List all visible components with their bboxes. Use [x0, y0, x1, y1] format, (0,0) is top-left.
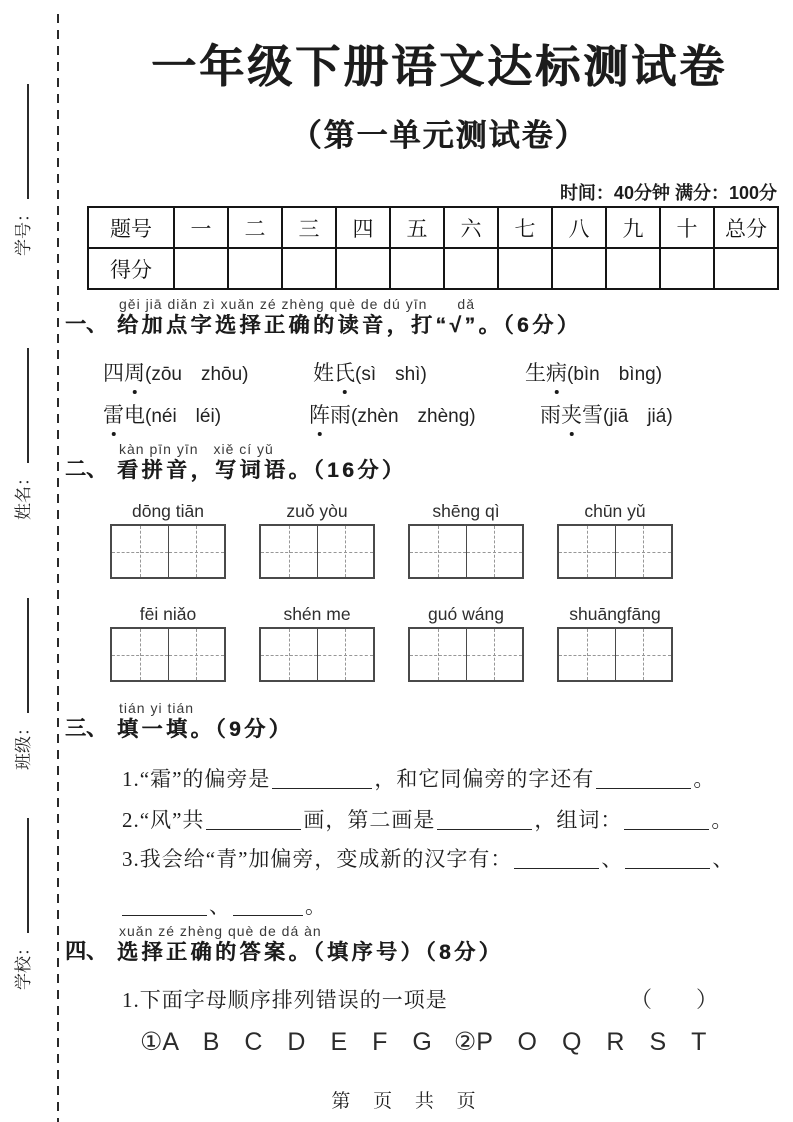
score-empty-cell	[714, 248, 778, 289]
fill-text: 。	[693, 767, 716, 791]
write-cell	[168, 629, 225, 680]
score-empty-cell	[282, 248, 336, 289]
section1-pinyin: gěi jiā diǎn zì xuǎn zé zhèng què de dú yīn dǎ	[119, 296, 475, 312]
option-1: ①A B C D E F G	[140, 1028, 432, 1056]
section4-number: 四、	[65, 940, 107, 963]
section2-title-block	[117, 442, 406, 484]
section2-pinyin: kàn pīn yīn xiě cí yǔ	[119, 441, 274, 457]
page-subtitle: （第一单元测试卷）	[290, 118, 588, 153]
score-empty-cell	[444, 248, 498, 289]
pinyin-label: zuǒ yòu	[286, 501, 348, 521]
section3-pinyin: tián yi tián	[119, 700, 195, 716]
score-table-cell: 九	[606, 207, 660, 248]
fill-text: 、	[712, 847, 735, 871]
answer-blank	[206, 812, 301, 830]
write-cell	[466, 526, 523, 577]
fill-item-2	[122, 804, 733, 834]
score-table	[87, 206, 779, 290]
answer-blank	[625, 851, 710, 869]
answer-blank	[272, 771, 372, 789]
score-table-cell: 一	[174, 207, 228, 248]
word-item	[103, 357, 249, 387]
fill-text: 。	[305, 894, 327, 918]
score-empty-cell	[498, 248, 552, 289]
answer-blank	[437, 812, 532, 830]
pinyin-label: shén me	[283, 604, 351, 624]
answer-blank	[122, 898, 207, 916]
seal-label-class: 班级：	[14, 719, 33, 770]
write-cell	[112, 526, 168, 577]
word-reading: (zhèn zhèng)	[351, 406, 476, 427]
seal-dashed-line	[57, 14, 59, 1122]
write-cell	[559, 629, 615, 680]
section1-title: 给加点字选择正确的读音，打“√”。（6分）	[117, 314, 582, 337]
score-table-score-row	[88, 248, 778, 289]
seal-field-student-id	[9, 84, 34, 256]
pinyin-label: chūn yǔ	[584, 501, 646, 521]
section2-title: 看拼音，写词语。（16分）	[117, 459, 407, 482]
page-footer: 第 页 共 页	[331, 1091, 485, 1112]
word-char: 雨	[540, 403, 561, 427]
answer-blank	[233, 898, 303, 916]
write-grid	[408, 627, 524, 682]
write-cell	[615, 629, 672, 680]
word-char-dotted: 氏	[334, 357, 355, 387]
section3-number: 三、	[65, 717, 107, 740]
write-cell	[317, 526, 374, 577]
answer-blank	[624, 812, 709, 830]
word-item	[313, 357, 427, 387]
pinyin-label: shēng qì	[432, 501, 500, 521]
write-grid	[259, 524, 375, 579]
write-cell	[466, 629, 523, 680]
section1-title-block	[117, 297, 581, 339]
fill-text: 3.我会给“青”加偏旁，变成新的汉字有：	[122, 847, 513, 871]
seal-field-class	[9, 598, 34, 770]
section2-number: 二、	[65, 458, 107, 481]
write-cell	[168, 526, 225, 577]
write-cell	[559, 526, 615, 577]
seal-blank-student-id	[23, 84, 29, 199]
section1-header	[65, 297, 581, 339]
write-cell	[112, 629, 168, 680]
fill-item-1	[122, 763, 715, 793]
word-char: 生	[525, 361, 546, 385]
seal-label-name: 姓名：	[14, 469, 33, 520]
fill-text: ，组词：	[534, 808, 623, 832]
write-cell	[261, 629, 317, 680]
write-grid	[408, 524, 524, 579]
score-table-cell: 三	[282, 207, 336, 248]
seal-blank-school	[23, 818, 29, 933]
word-char-dotted: 雷	[103, 399, 124, 429]
word-reading: (bìn bìng)	[567, 364, 663, 385]
word-char: 电	[124, 403, 145, 427]
write-grid	[110, 524, 226, 579]
write-grid	[557, 524, 673, 579]
fill-text: 。	[711, 808, 734, 832]
score-table-cell: 总分	[714, 207, 778, 248]
fill-item-3	[122, 843, 734, 873]
write-grid	[557, 627, 673, 682]
word-reading: (néi léi)	[145, 406, 222, 427]
question-1-options	[140, 1022, 706, 1058]
word-reading: (sì shì)	[355, 364, 427, 385]
score-empty-cell	[336, 248, 390, 289]
answer-blank	[596, 771, 691, 789]
score-empty-cell	[552, 248, 606, 289]
score-empty-cell	[228, 248, 282, 289]
word-item	[525, 357, 662, 387]
section4-title-block	[117, 924, 503, 966]
section3-header	[65, 701, 293, 743]
fill-text: 1.“霜”的偏旁是	[122, 767, 271, 791]
pinyin-row-1	[110, 501, 673, 522]
word-char: 四	[103, 361, 124, 385]
answer-brackets: （ ）	[630, 987, 719, 1012]
pinyin-label: fēi niǎo	[139, 604, 197, 624]
score-empty-cell	[390, 248, 444, 289]
section3-title: 填一填。（9分）	[117, 718, 294, 741]
option-2: ②P O Q R S T	[453, 1028, 707, 1056]
fill-text: 、	[209, 894, 231, 918]
page-title: 一年级下册语文达标测试卷	[150, 41, 727, 92]
write-cell	[317, 629, 374, 680]
write-grid	[110, 627, 226, 682]
word-reading: (jiā jiá)	[603, 406, 673, 427]
word-char: 雪	[582, 403, 603, 427]
fill-text: 、	[601, 847, 624, 871]
seal-label-student-id: 学号：	[14, 205, 33, 256]
score-empty-cell	[174, 248, 228, 289]
section1-number: 一、	[65, 313, 107, 336]
write-cell	[261, 526, 317, 577]
write-grid-row-2	[110, 627, 673, 682]
exam-time-score-meta: 时间：40分钟 满分：100分	[559, 183, 777, 203]
fill-text: 2.“风”共	[122, 808, 205, 832]
score-table-cell: 题号	[88, 207, 174, 248]
pinyin-label: dōng tiān	[131, 501, 204, 521]
word-item	[309, 399, 476, 429]
score-label-cell: 得分	[88, 248, 174, 289]
pinyin-label: shuāngfāng	[569, 604, 661, 624]
score-empty-cell	[660, 248, 714, 289]
word-char-dotted: 病	[546, 357, 567, 387]
score-table-header-row	[88, 207, 778, 248]
word-char: 姓	[313, 361, 334, 385]
score-table-cell: 五	[390, 207, 444, 248]
seal-blank-name	[23, 348, 29, 463]
seal-field-school	[9, 818, 34, 990]
section4-header	[65, 924, 503, 966]
score-empty-cell	[606, 248, 660, 289]
fill-text: ，和它同偏旁的字还有	[374, 767, 595, 791]
word-item	[103, 399, 221, 429]
score-table-cell: 六	[444, 207, 498, 248]
score-table-cell: 十	[660, 207, 714, 248]
seal-blank-class	[23, 598, 29, 713]
score-table-cell: 七	[498, 207, 552, 248]
section4-pinyin: xuǎn zé zhèng què de dá àn	[119, 923, 322, 939]
word-char-dotted: 阵	[309, 399, 330, 429]
section2-header	[65, 442, 406, 484]
score-table-cell: 四	[336, 207, 390, 248]
write-cell	[410, 526, 466, 577]
word-char: 雨	[330, 403, 351, 427]
pinyin-label: guó wáng	[428, 604, 504, 624]
word-item	[540, 399, 673, 429]
section4-title: 选择正确的答案。（填序号）（8分）	[117, 941, 504, 964]
word-char-dotted: 夹	[561, 399, 582, 429]
section3-title-block	[117, 701, 293, 743]
answer-blank	[514, 851, 599, 869]
fill-item-3-continued	[120, 890, 327, 920]
write-grid-row-1	[110, 524, 673, 579]
question-1-text: 1.下面字母顺序排列错误的一项是	[122, 988, 448, 1012]
word-reading: (zōu zhōu)	[145, 364, 249, 385]
seal-field-name	[9, 348, 34, 520]
write-cell	[615, 526, 672, 577]
word-char-dotted: 周	[124, 357, 145, 387]
score-table-cell: 二	[228, 207, 282, 248]
score-table-cell: 八	[552, 207, 606, 248]
fill-text: 画，第二画是	[303, 808, 436, 832]
write-cell	[410, 629, 466, 680]
seal-label-school: 学校：	[14, 939, 33, 990]
write-grid	[259, 627, 375, 682]
pinyin-row-2	[110, 604, 673, 625]
